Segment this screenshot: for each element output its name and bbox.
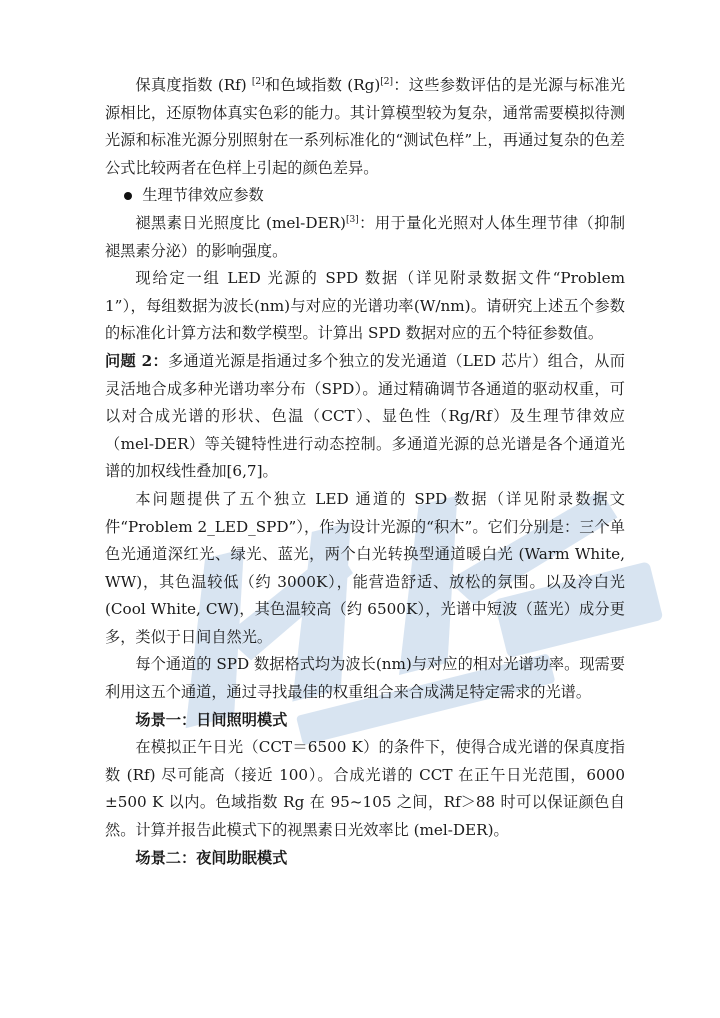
bullet-item <box>120 182 625 210</box>
text-rf-intro: 保真度指数 (Rf) <box>135 76 252 94</box>
paragraph-scene-1: 在模拟正午日光（CCT＝6500 K）的条件下，使得合成光谱的保真度指数 (Rf) 尽可能高（接近 100）。合成光谱的 CCT 在正午日光范围，6000 ±500 K 以内。色域指数 Rg 在 95~105 之间，Rf＞88 时可以保证颜色自然。计算并报告此模式下的视黑素日光效率比 (mel-DER)。 <box>105 738 625 840</box>
bullet-icon <box>124 192 132 200</box>
paragraph-given-data: 现给定一组 LED 光源的 SPD 数据（详见附录数据文件“Problem 1”），每组数据为波长(nm)与对应的光谱功率(W/nm)。请研究上述五个参数的标准化计算方法和数学模型。计算出 SPD 数据对应的五个特征参数值。 <box>105 269 625 343</box>
paragraph-mel-der <box>105 210 625 265</box>
text-mel-body: ：用于量化光照对人体生理节律（抑制褪黑素分泌）的影响强度。 <box>105 213 626 260</box>
document-body <box>105 72 625 872</box>
citation-3: [3] <box>345 214 359 225</box>
text-rg-intro: 和色域指数 (Rg) <box>264 76 381 94</box>
scene-1-title: 场景一：日间照明模式 <box>135 710 288 729</box>
question-2-label: 问题 2： <box>105 351 169 370</box>
citation-2a: [2] <box>251 76 265 87</box>
paragraph-question-2 <box>105 348 625 486</box>
paragraph-rf-rg <box>105 72 625 182</box>
citation-2b: [2] <box>380 76 394 87</box>
scene-2-title: 场景二：夜间助眠模式 <box>135 848 288 867</box>
paragraph-format: 每个通道的 SPD 数据格式均为波长(nm)与对应的相对光谱功率。现需要利用这五个通道，通过寻找最佳的权重组合来合成满足特定需求的光谱。 <box>105 655 625 702</box>
paragraph-channels: 本问题提供了五个独立 LED 通道的 SPD 数据（详见附录数据文件“Problem 2_LED_SPD”），作为设计光源的“积木”。它们分别是：三个单色光通道深红光、绿光、蓝光，两个白光转换型通道暖白光 (Warm White, WW)，其色温较低（约 3000K），能营造舒适、放松的氛围。以及冷白光 (Cool White, CW)，其色温较高（约 6500K），光谱中短波（蓝光）成分更多，类似于日间自然光。 <box>105 489 625 646</box>
text-rf-rg-body: ：这些参数评估的是光源与标准光源相比，还原物体真实色彩的能力。其计算模型较为复杂，通常需要模拟待测光源和标准光源分别照射在一系列标准化的“测试色样”上，再通过复杂的色差公式比较两者在色样上引起的颜色差异。 <box>105 76 626 177</box>
question-2-text: 多通道光源是指通过多个独立的发光通道（LED 芯片）组合，从而灵活地合成多种光谱功率分布（SPD）。通过精确调节各通道的驱动权重，可以对合成光谱的形状、色温（CCT）、显色性（Rg/Rf）及生理节律效应（mel-DER）等关键特性进行动态控制。多通道光源的总光谱是各个通道光谱的加权线性叠加[6,7]。 <box>105 351 625 481</box>
bullet-label: 生理节律效应参数 <box>142 186 264 205</box>
text-mel-intro: 褪黑素日光照度比 (mel-DER) <box>135 213 346 232</box>
